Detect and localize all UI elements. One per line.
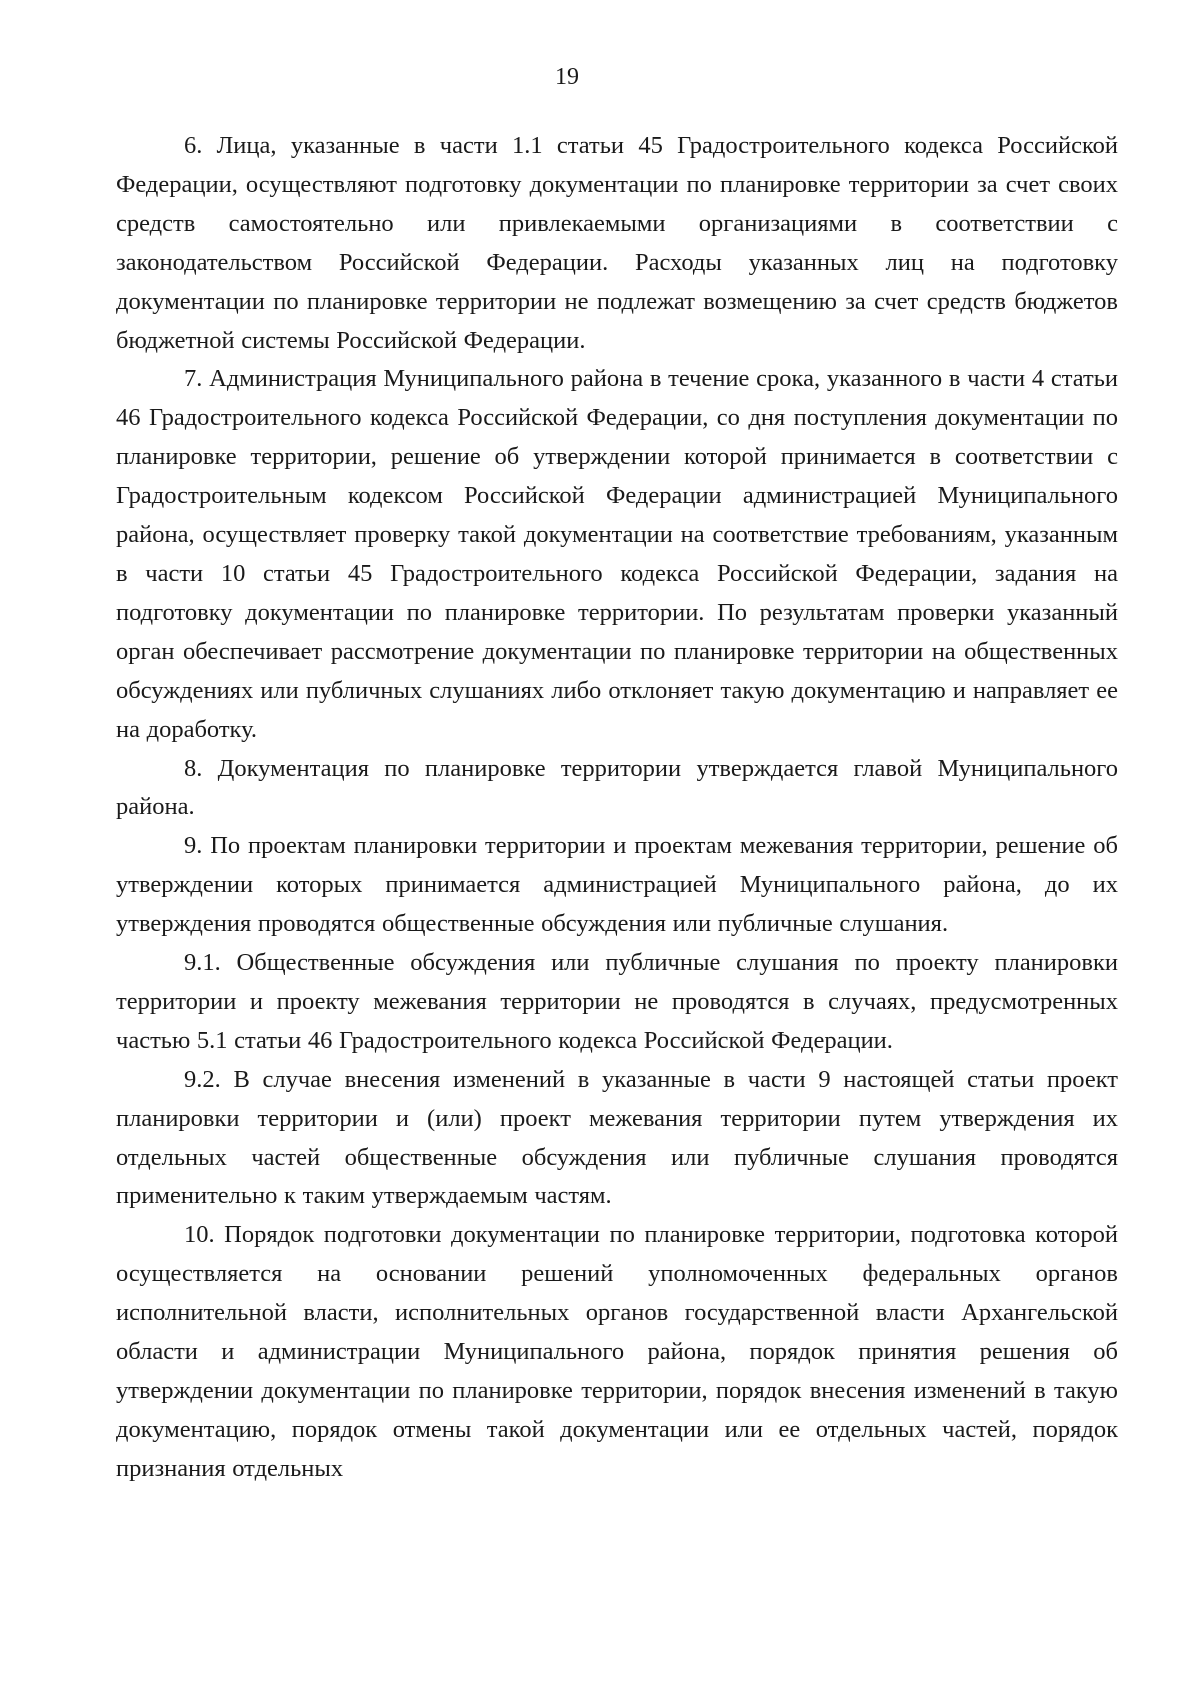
paragraph-6: 6. Лица, указанные в части 1.1 статьи 45 Градостроительного кодекса Российской Федерации, осуществляют подготовку документации по планировке территории за счет своих средств самостоятельно или привлекаемыми организациями в соответствии с законодательством Российской Федерации. Расходы указанных лиц на подготовку документации по планировке территории не подлежат возмещению за счет средств бюджетов бюджетной системы Российской Федерации. — [116, 132, 1118, 354]
document-body — [116, 127, 1118, 1489]
paragraph-9: 9. По проектам планировки территории и проектам межевания территории, решение об утверждении которых принимается администрацией Муниципального района, до их утверждения проводятся общественные обсуждения или публичные слушания. — [116, 832, 1118, 938]
paragraph-9-1: 9.1. Общественные обсуждения или публичные слушания по проекту планировки территории и проекту межевания территории не проводятся в случаях, предусмотренных частью 5.1 статьи 46 Градостроительного кодекса Российской Федерации. — [116, 949, 1118, 1054]
paragraph-8: 8. Документация по планировке территории утверждается главой Муниципального района. — [116, 754, 1118, 821]
page-number: 19 — [555, 64, 579, 90]
paragraph-10: 10. Порядок подготовки документации по планировке территории, подготовка которой осуществляется на основании решений уполномоченных федеральных органов исполнительной власти, исполнительных органов государственной власти Архангельской области и администрации Муниципального района, порядок принятия решения об утверждении документации по планировке территории, порядок внесения изменений в такую документацию, порядок отмены такой документации или ее отдельных частей, порядок признания отдельных — [116, 1221, 1118, 1482]
paragraph-7: 7. Администрация Муниципального района в течение срока, указанного в части 4 статьи 46 Градостроительного кодекса Российской Федерации, со дня поступления документации по планировке территории, решение об утверждении которой принимается в соответствии с Градостроительным кодексом Российской Федерации администрацией Муниципального района, осуществляет проверку такой документации на соответствие требованиям, указанным в части 10 статьи 45 Градостроительного кодекса Российской Федерации, задания на подготовку документации по планировке территории. По результатам проверки указанный орган обеспечивает рассмотрение документации по планировке территории на общественных обсуждениях или публичных слушаниях либо отклоняет такую документацию и направляет ее на доработку. — [116, 365, 1118, 743]
paragraph-9-2: 9.2. В случае внесения изменений в указанные в части 9 настоящей статьи проект планировки территории и (или) проект межевания территории путем утверждения их отдельных частей общественные обсуждения или публичные слушания проводятся применительно к таким утверждаемым частям. — [116, 1065, 1118, 1210]
